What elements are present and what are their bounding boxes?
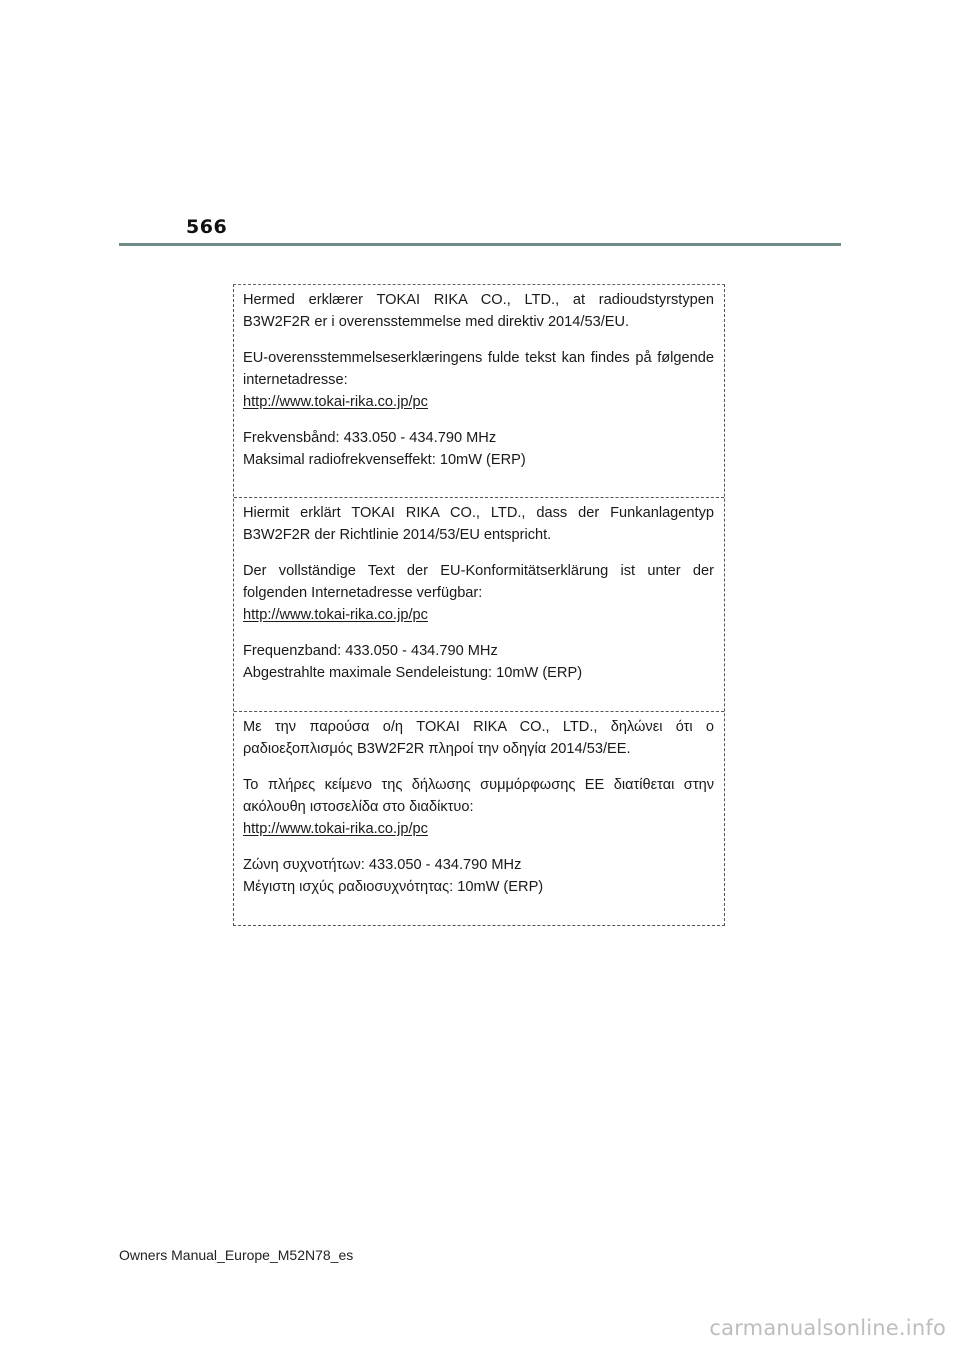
declaration-specs [243,427,714,471]
notice-text: Το πλήρες κείμενο της δήλωσης συμμόρφωσης ΕΕ διατίθεται στην ακόλουθη ιστοσελίδα στο διαδίκτυο: [243,777,714,815]
notice-text: Der vollständige Text der EU-Konformitätserklärung ist unter der folgenden Internetadresse verfügbar: [243,563,714,601]
declaration-notice [243,560,714,626]
max-power: Μέγιστη ισχύς ραδιοσυχνότητας: 10mW (ERP) [243,879,544,895]
declaration-greek [234,712,724,925]
declaration-notice [243,774,714,840]
declaration-statement: Hermed erklærer TOKAI RIKA CO., LTD., at radioudstyrstypen B3W2F2R er i overensstemmelse med direktiv 2014/53/EU. [243,292,714,330]
declaration-url-link[interactable]: http://www.tokai-rika.co.jp/pc [243,821,428,837]
max-power: Maksimal radiofrekvenseffekt: 10mW (ERP) [243,452,526,468]
declaration-statement: Με την παρούσα ο/η TOKAI RIKA CO., LTD., δηλώνει ότι ο ραδιοεξοπλισμός B3W2F2R πληροί την οδηγία 2014/53/ΕΕ. [243,719,714,757]
declaration-box [233,284,725,926]
declaration-url-link[interactable]: http://www.tokai-rika.co.jp/pc [243,607,428,623]
declaration-url-link[interactable]: http://www.tokai-rika.co.jp/pc [243,394,428,410]
declaration-german [234,498,724,712]
declaration-specs [243,640,714,684]
declaration-danish [234,285,724,498]
declaration-notice [243,347,714,413]
frequency-band: Frequenzband: 433.050 - 434.790 MHz [243,643,498,659]
declaration-specs [243,854,714,898]
watermark: carmanualsonline.info [709,1316,946,1340]
notice-text: EU-overensstemmelseserklæringens fulde tekst kan findes på følgende internetadresse: [243,350,714,388]
frequency-band: Ζώνη συχνοτήτων: 433.050 - 434.790 MHz [243,857,522,873]
header-rule [119,243,841,246]
manual-footer: Owners Manual_Europe_M52N78_es [119,1247,354,1263]
declaration-statement: Hiermit erklärt TOKAI RIKA CO., LTD., dass der Funkanlagentyp B3W2F2R der Richtlinie 2014/53/EU entspricht. [243,505,714,543]
max-power: Abgestrahlte maximale Sendeleistung: 10mW (ERP) [243,665,583,681]
page-number: 566 [186,216,228,238]
frequency-band: Frekvensbånd: 433.050 - 434.790 MHz [243,430,497,446]
